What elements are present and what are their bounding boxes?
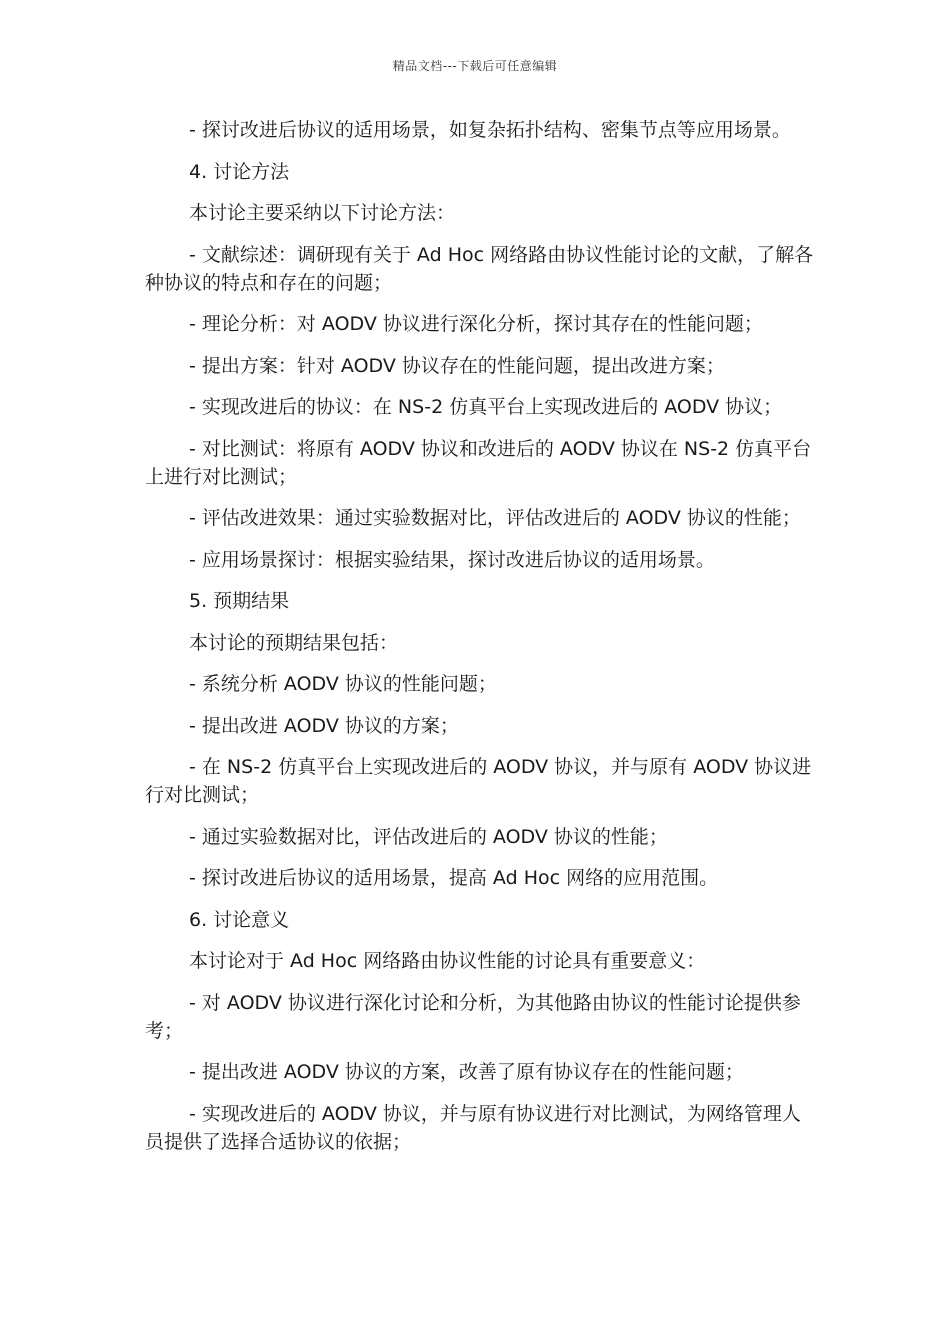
bullet-application-scenarios: - 探讨改进后协议的适用场景，如复杂拓扑结构、密集节点等应用场景。 bbox=[189, 119, 791, 141]
significance-item-reference: - 对 AODV 协议进行深化讨论和分析，为其他路由协议的性能讨论提供参考； bbox=[145, 991, 801, 1042]
section-heading-significance: 6. 讨论意义 bbox=[189, 908, 290, 931]
document-body bbox=[145, 116, 815, 1169]
result-item-proposal: - 提出改进 AODV 协议的方案； bbox=[189, 714, 459, 737]
significance-item-basis: - 实现改进后的 AODV 协议，并与原有协议进行对比测试，为网络管理人员提供了选择合适协议的依据； bbox=[145, 1102, 801, 1153]
bullet-propose-solution: - 提出方案：针对 AODV 协议存在的性能问题，提出改进方案； bbox=[189, 354, 725, 377]
result-item-implementation: - 在 NS-2 仿真平台上实现改进后的 AODV 协议，并与原有 AODV 协议进行对比测试； bbox=[145, 756, 812, 806]
page-header: 精品文档---下载后可任意编辑 bbox=[392, 59, 558, 73]
bullet-evaluate-improvement: - 评估改进效果：通过实验数据对比，评估改进后的 AODV 协议的性能； bbox=[189, 507, 801, 529]
section-heading-methods: 4. 讨论方法 bbox=[189, 160, 290, 183]
bullet-scenario-discussion: - 应用场景探讨：根据实验结果，探讨改进后协议的适用场景。 bbox=[189, 548, 715, 571]
significance-intro: 本讨论对于 Ad Hoc 网络路由协议性能的讨论具有重要意义： bbox=[189, 950, 706, 972]
significance-item-improvement: - 提出改进 AODV 协议的方案，改善了原有协议存在的性能问题； bbox=[189, 1061, 744, 1083]
bullet-theoretical-analysis: - 理论分析：对 AODV 协议进行深化分析，探讨其存在的性能问题； bbox=[189, 313, 763, 335]
result-item-analysis: - 系统分析 AODV 协议的性能问题； bbox=[189, 673, 497, 695]
bullet-literature-review: - 文献综述：调研现有关于 Ad Hoc 网络路由协议性能讨论的文献，了解各种协议的特点和存在的问题； bbox=[145, 243, 814, 294]
methods-intro: 本讨论主要采纳以下讨论方法： bbox=[189, 202, 456, 224]
expected-results-intro: 本讨论的预期结果包括： bbox=[189, 631, 399, 654]
bullet-comparison-test: - 对比测试：将原有 AODV 协议和改进后的 AODV 协议在 NS-2 仿真平台上进行对比测试； bbox=[145, 437, 812, 488]
result-item-evaluation: - 通过实验数据对比，评估改进后的 AODV 协议的性能； bbox=[189, 825, 668, 848]
bullet-implement-protocol: - 实现改进后的协议：在 NS-2 仿真平台上实现改进后的 AODV 协议； bbox=[189, 396, 783, 418]
result-item-scenarios: - 探讨改进后协议的适用场景，提高 Ad Hoc 网络的应用范围。 bbox=[189, 867, 719, 889]
section-heading-expected-results: 5. 预期结果 bbox=[189, 590, 290, 612]
